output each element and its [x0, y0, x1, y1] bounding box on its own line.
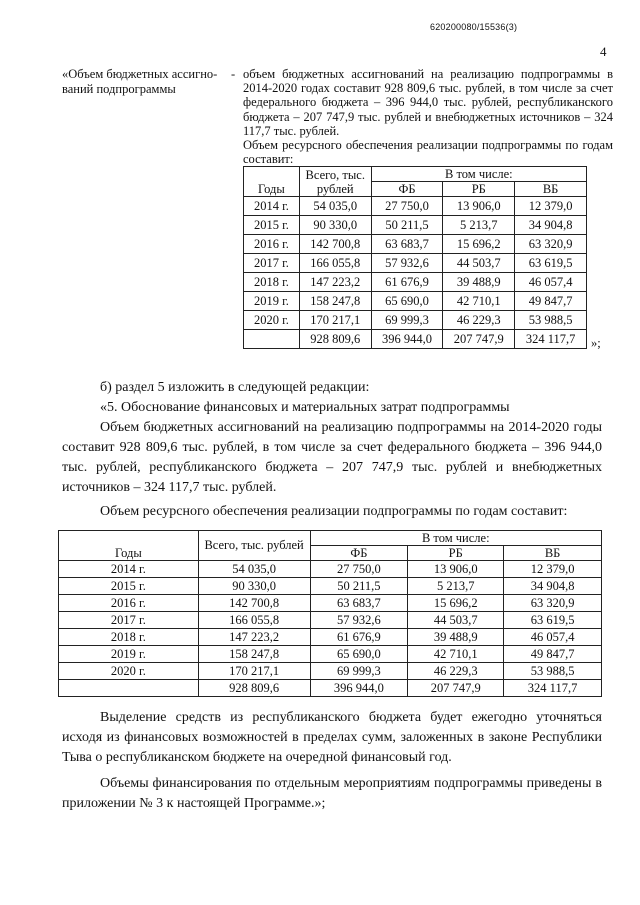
fb-cell: 65 690,0	[310, 646, 408, 663]
table-row	[59, 578, 602, 595]
rb-cell: 44 503,7	[443, 254, 515, 273]
vb-cell: 49 847,7	[504, 646, 602, 663]
passport-text: объем бюджетных ассигнований на реализацию подпрограммы в 2014-2020 годах составит 928 809,6 тыс. рублей, в том числе за счет федерального бюджета – 396 944,0 тыс. рублей, республиканского бюджета – 207 747,9 тыс. рублей и внебюджетных источников – 324 117,7 тыс. рублей.	[243, 67, 613, 138]
header-vb: ВБ	[515, 182, 587, 197]
passport-dash: -	[231, 67, 236, 81]
table-row	[59, 561, 602, 578]
total-cell: 158 247,8	[198, 646, 310, 663]
table-row	[59, 595, 602, 612]
rb-cell: 13 906,0	[408, 561, 504, 578]
rb-cell: 44 503,7	[408, 612, 504, 629]
year-cell: 2014 г.	[59, 561, 199, 578]
table-row	[244, 197, 587, 216]
total-cell: 928 809,6	[198, 680, 310, 697]
total-cell: 158 247,8	[299, 292, 371, 311]
vb-cell: 324 117,7	[504, 680, 602, 697]
amendment-line: б) раздел 5 изложить в следующей редакции:	[100, 380, 370, 395]
table-row	[59, 680, 602, 697]
year-cell: 2017 г.	[59, 612, 199, 629]
year-cell: 2014 г.	[244, 197, 300, 216]
year-cell	[244, 330, 300, 349]
rb-cell: 207 747,9	[408, 680, 504, 697]
table-row	[59, 612, 602, 629]
fb-cell: 50 211,5	[310, 578, 408, 595]
table-row	[244, 330, 587, 349]
header-rb: РБ	[408, 546, 504, 561]
header-total: Всего, тыс. рублей	[299, 167, 371, 197]
year-cell: 2017 г.	[244, 254, 300, 273]
total-cell: 147 223,2	[299, 273, 371, 292]
fb-cell: 61 676,9	[310, 629, 408, 646]
vb-cell: 34 904,8	[504, 578, 602, 595]
section-paragraph-appendix: Объемы финансирования по отдельным мероприятиям подпрограммы приведены в приложении № 3 к настоящей Программе.»;	[62, 776, 602, 811]
year-cell: 2016 г.	[59, 595, 199, 612]
fb-cell: 69 999,3	[371, 311, 443, 330]
fb-cell: 57 932,6	[310, 612, 408, 629]
rb-cell: 46 229,3	[408, 663, 504, 680]
header-including: В том числе:	[310, 531, 602, 546]
header-years: Годы	[59, 531, 199, 561]
year-cell: 2018 г.	[244, 273, 300, 292]
rb-cell: 39 488,9	[408, 629, 504, 646]
total-cell: 90 330,0	[299, 216, 371, 235]
fb-cell: 27 750,0	[310, 561, 408, 578]
fb-cell: 69 999,3	[310, 663, 408, 680]
header-total: Всего, тыс. рублей	[198, 531, 310, 561]
year-cell: 2015 г.	[244, 216, 300, 235]
rb-cell: 42 710,1	[443, 292, 515, 311]
vb-cell: 49 847,7	[515, 292, 587, 311]
fb-cell: 61 676,9	[371, 273, 443, 292]
rb-cell: 207 747,9	[443, 330, 515, 349]
rb-cell: 5 213,7	[408, 578, 504, 595]
passport-label: «Объем бюджетных ассигно-ваний подпрограммы	[62, 67, 218, 96]
table-row	[244, 254, 587, 273]
section-table-intro: Объем ресурсного обеспечения реализации подпрограммы по годам составит:	[100, 504, 568, 519]
table-row	[244, 235, 587, 254]
rb-cell: 5 213,7	[443, 216, 515, 235]
passport-closing-quote: »;	[591, 336, 601, 350]
fb-cell: 63 683,7	[371, 235, 443, 254]
rb-cell: 15 696,2	[443, 235, 515, 254]
year-cell: 2016 г.	[244, 235, 300, 254]
passport-table-intro: Объем ресурсного обеспечения реализации подпрограммы по годам составит:	[243, 138, 613, 167]
rb-cell: 46 229,3	[443, 311, 515, 330]
section-text-top	[62, 378, 602, 522]
vb-cell: 63 320,9	[504, 595, 602, 612]
vb-cell: 46 057,4	[504, 629, 602, 646]
total-cell: 928 809,6	[299, 330, 371, 349]
header-rb: РБ	[443, 182, 515, 197]
total-cell: 142 700,8	[299, 235, 371, 254]
section-paragraph-adjustment: Выделение средств из республиканского бюджета будет ежегодно уточняться исходя из финансовых возможностей в пределах сумм, заложенных в законе Республики Тыва о республиканском бюджете на очередной финансовый год.	[62, 710, 602, 765]
fb-cell: 396 944,0	[371, 330, 443, 349]
total-cell: 54 035,0	[299, 197, 371, 216]
year-cell: 2020 г.	[59, 663, 199, 680]
fb-cell: 50 211,5	[371, 216, 443, 235]
total-cell: 170 217,1	[299, 311, 371, 330]
section-text-bottom	[62, 708, 602, 814]
vb-cell: 63 619,5	[504, 612, 602, 629]
rb-cell: 39 488,9	[443, 273, 515, 292]
header-fb: ФБ	[371, 182, 443, 197]
vb-cell: 53 988,5	[504, 663, 602, 680]
header-vb: ВБ	[504, 546, 602, 561]
total-cell: 166 055,8	[299, 254, 371, 273]
table-row	[244, 292, 587, 311]
total-cell: 166 055,8	[198, 612, 310, 629]
vb-cell: 53 988,5	[515, 311, 587, 330]
header-including: В том числе:	[371, 167, 586, 182]
vb-cell: 12 379,0	[504, 561, 602, 578]
vb-cell: 63 619,5	[515, 254, 587, 273]
table-row	[59, 629, 602, 646]
total-cell: 142 700,8	[198, 595, 310, 612]
total-cell: 170 217,1	[198, 663, 310, 680]
table-row	[244, 311, 587, 330]
total-cell: 147 223,2	[198, 629, 310, 646]
passport-funding-table	[243, 166, 587, 349]
page-number: 4	[600, 44, 607, 59]
fb-cell: 396 944,0	[310, 680, 408, 697]
table-row	[244, 273, 587, 292]
table-row	[59, 663, 602, 680]
fb-cell: 63 683,7	[310, 595, 408, 612]
table-row	[59, 646, 602, 663]
year-cell: 2019 г.	[59, 646, 199, 663]
passport-text-block	[243, 67, 613, 166]
vb-cell: 324 117,7	[515, 330, 587, 349]
section-paragraph-volume: Объем бюджетных ассигнований на реализацию подпрограммы на 2014-2020 годы составит 928 809,6 тыс. рублей, в том числе за счет федерального бюджета – 396 944,0 тыс. рублей, республиканского бюджета – 207 747,9 тыс. рублей и внебюджетных источников – 324 117,7 тыс. рублей.	[62, 420, 602, 495]
fb-cell: 27 750,0	[371, 197, 443, 216]
year-cell: 2020 г.	[244, 311, 300, 330]
total-cell: 54 035,0	[198, 561, 310, 578]
fb-cell: 57 932,6	[371, 254, 443, 273]
rb-cell: 15 696,2	[408, 595, 504, 612]
total-cell: 90 330,0	[198, 578, 310, 595]
fb-cell: 65 690,0	[371, 292, 443, 311]
year-cell: 2018 г.	[59, 629, 199, 646]
vb-cell: 63 320,9	[515, 235, 587, 254]
vb-cell: 34 904,8	[515, 216, 587, 235]
header-years: Годы	[244, 167, 300, 197]
section-heading: «5. Обоснование финансовых и материальных затрат подпрограммы	[100, 400, 510, 415]
year-cell: 2019 г.	[244, 292, 300, 311]
year-cell: 2015 г.	[59, 578, 199, 595]
table-row	[244, 216, 587, 235]
vb-cell: 12 379,0	[515, 197, 587, 216]
vb-cell: 46 057,4	[515, 273, 587, 292]
year-cell	[59, 680, 199, 697]
document-id: 620200080/15536(3)	[430, 22, 518, 32]
section-funding-table	[58, 530, 602, 697]
rb-cell: 13 906,0	[443, 197, 515, 216]
rb-cell: 42 710,1	[408, 646, 504, 663]
header-fb: ФБ	[310, 546, 408, 561]
